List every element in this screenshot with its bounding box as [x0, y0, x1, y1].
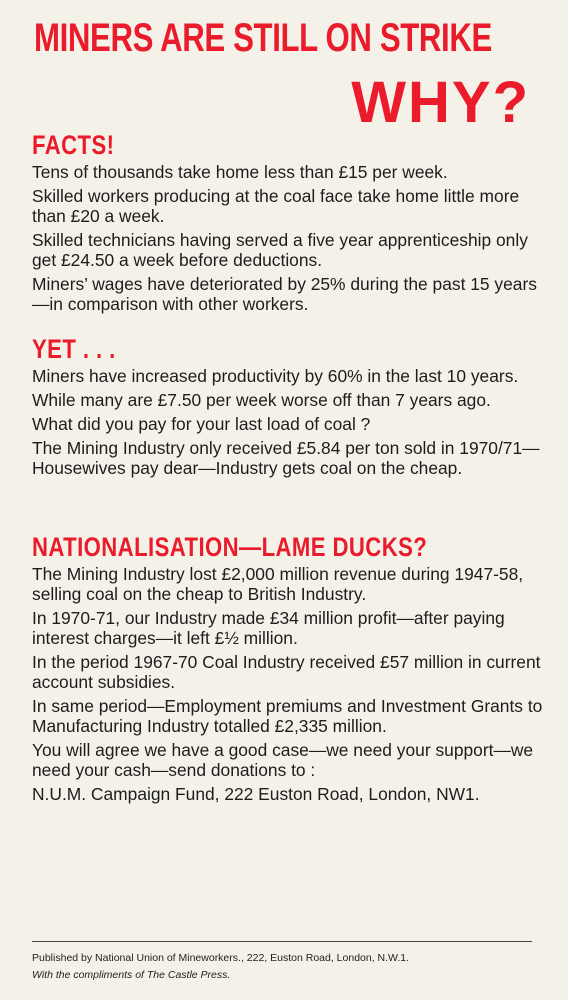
nationalisation-paragraph: In same period—Employment premiums and Investment Grants to Manufacturing Industry totalled £2,335 million.: [32, 696, 543, 736]
nationalisation-section: [32, 532, 552, 808]
yet-heading: YET . . .: [32, 334, 116, 364]
footer-divider: [32, 941, 532, 942]
facts-paragraph: Skilled technicians having served a five year apprenticeship only get £24.50 a week before deductions.: [32, 230, 528, 270]
facts-paragraph: Miners’ wages have deteriorated by 25% during the past 15 years—in comparison with other workers.: [32, 274, 537, 314]
campaign-address: N.U.M. Campaign Fund, 222 Euston Road, London, NW1.: [32, 784, 480, 804]
nationalisation-paragraph: You will agree we have a good case—we need your support—we need your cash—send donations to :: [32, 740, 534, 780]
nationalisation-heading: NATIONALISATION—LAME DUCKS?: [32, 532, 428, 562]
yet-section: [32, 334, 552, 482]
why-heading: WHY?: [351, 70, 530, 135]
nationalisation-paragraph: In 1970-71, our Industry made £34 million profit—after paying interest charges—it left £½ million.: [32, 608, 505, 648]
publisher-line: Published by National Union of Mineworkers., 222, Euston Road, London, N.W.1.: [32, 952, 410, 964]
yet-paragraph: What did you pay for your last load of coal ?: [32, 414, 371, 434]
facts-paragraph: Tens of thousands take home less than £15 per week.: [32, 162, 448, 182]
page-title: MINERS ARE STILL ON STRIKE: [34, 16, 492, 60]
footer: [32, 950, 542, 984]
yet-paragraph: The Mining Industry only received £5.84 per ton sold in 1970/71—Housewives pay dear—Industry gets coal on the cheap.: [32, 438, 540, 478]
nationalisation-paragraph: The Mining Industry lost £2,000 million revenue during 1947-58, selling coal on the cheap to British Industry.: [32, 564, 524, 604]
facts-section: [32, 130, 552, 318]
facts-paragraph: Skilled workers producing at the coal face take home little more than £20 a week.: [32, 186, 520, 226]
yet-paragraph: While many are £7.50 per week worse off than 7 years ago.: [32, 390, 491, 410]
facts-heading: FACTS!: [32, 130, 115, 160]
compliments-line: With the compliments of The Castle Press.: [32, 969, 231, 981]
nationalisation-paragraph: In the period 1967-70 Coal Industry received £57 million in current account subsidies.: [32, 652, 541, 692]
yet-paragraph: Miners have increased productivity by 60% in the last 10 years.: [32, 366, 519, 386]
